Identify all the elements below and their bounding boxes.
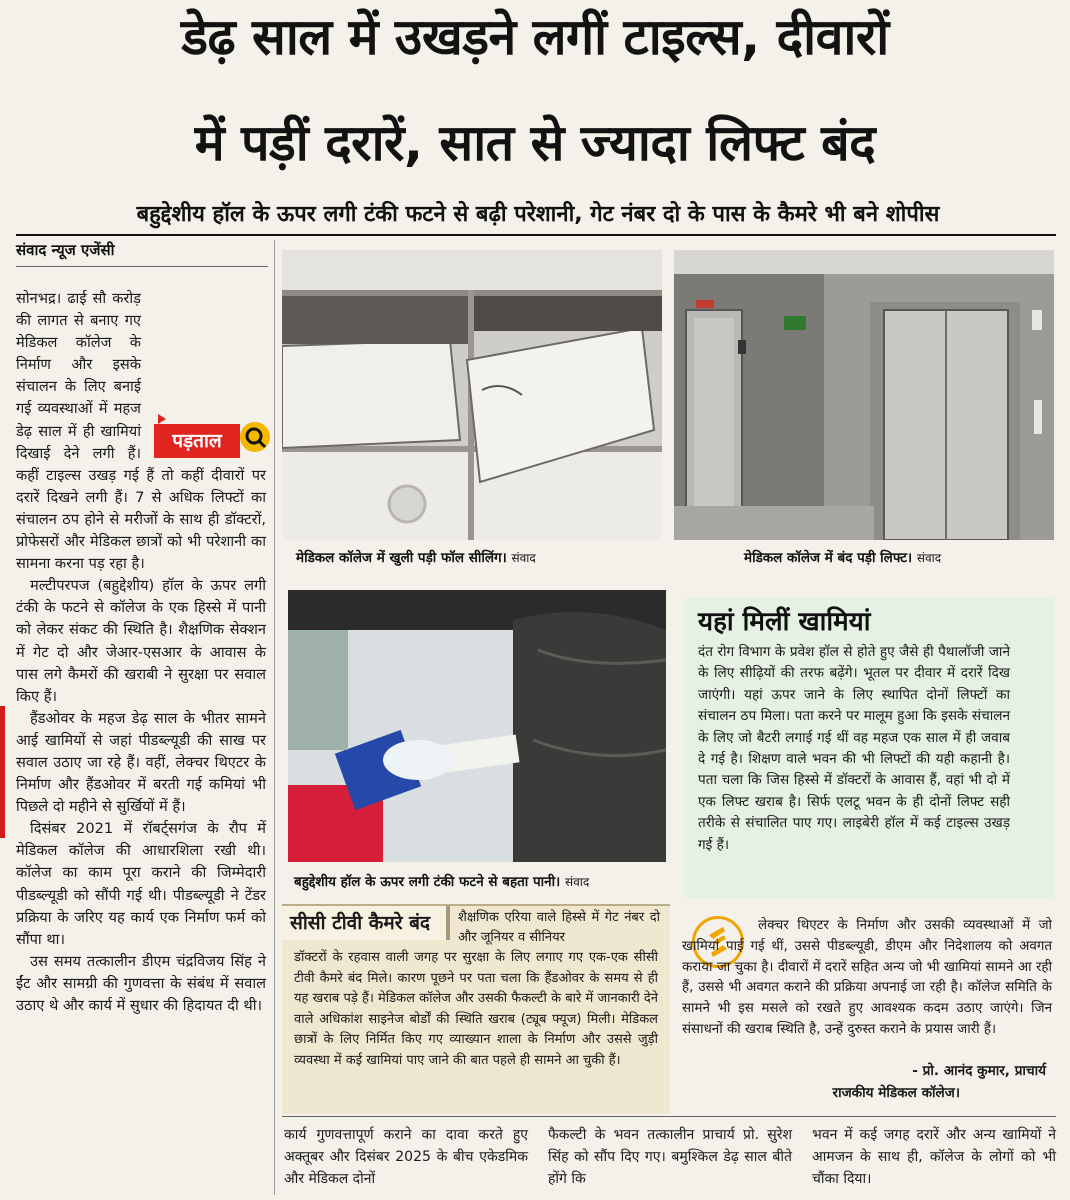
tank-caption [294,872,589,890]
article-paragraph-4: दिसंबर 2021 में रॉबर्ट्सगंज के रौप में मेडिकल कॉलेज की आधारशिला रखी थी। कॉलेज का काम पूरा कराने की जिम्मेदारी पीडब्ल्यूडी को सौंपी गई थी। पीडब्ल्यूडी ने टेंडर प्रक्रिया के जरिए यह कार्य एक निर्माण फर्म को सौंपा था। [16,820,266,948]
cctv-box [282,904,670,1114]
article-paragraph-5: उस समय तत्कालीन डीएम चंद्रविजय सिंह ने ईंट और सामग्री की गुणवत्ता के संबंध में सवाल उठाए थे और कार्य में सुधार की हिदायत दी थी। [16,952,266,1014]
main-article-column [16,288,266,1196]
tank-caption-text: बहुद्देशीय हॉल के ऊपर लगी टंकी फटने से बहता पानी। [294,874,561,890]
quote-attribution-1: - प्रो. आनंद कुमार, प्राचार्य [912,1063,1046,1079]
ceiling-photo [282,250,662,540]
defects-box-title: यहां मिलीं खामियां [698,607,871,637]
defects-box [684,598,1054,898]
article-paragraph-2: मल्टीपरपज (बहुद्देशीय) हॉल के ऊपर लगी टंकी के फटने से कॉलेज के एक हिस्से में पानी को लेकर संकट की स्थिति है। शैक्षणिक सेक्शन में गेट दो और जेआर-एसआर के आवास के पास लगे कैमरों की खराबी ने सुरक्षा पर सवाल किए हैं। [16,577,266,705]
lift-caption-source: संवाद [916,551,942,565]
bottom-column-3: भवन में कई जगह दरारें और अन्य खामियों ने आमजन के साथ ही, कॉलेज के लोगों को भी चौंका दिया। [812,1127,1056,1187]
subheadline: बहुद्देशीय हॉल के ऊपर लगी टंकी फटने से बढ़ी परेशानी, गेट नंबर दो के पास के कैमरे भी बने शोपीस [136,202,940,227]
defects-box-body: दंत रोग विभाग के प्रवेश हॉल से होते हुए जैसे ही पैथालॉजी जाने के लिए सीढ़ियों की तरफ बढ़ेंगे। भूतल पर दीवार में दरारें दिख जाएंगी। यहां ऊपर जाने के लिए स्थापित दोनों लिफ्टों का संचालन ठप मिला। पता करने पर मालूम हुआ कि इसके संचालन के लिए जो बैटरी लगाई गई थीं वह महज एक साल में ही जवाब दे गई है। शिक्षण वाले भवन की भी लिफ्टों की यही कहानी है। पता चला कि जिस हिस्से में डॉक्टरों के आवास हैं, वहां भी दो में एक लिफ्ट खराब है। सिर्फ एलटू भवन के ही दोनों लिफ्ट सही तरीके से संचालित पाए गए। लाइबेरी हॉल में कई टाइल्स उखड़ गई हैं। [698,644,1010,853]
badge-label: पड़ताल [154,424,240,458]
margin-marker [0,706,5,838]
quote-attribution-2: राजकीय मेडिकल कॉलेज। [832,1085,960,1101]
badge-float [141,398,266,464]
ceiling-caption-text: मेडिकल कॉलेज में खुली पड़ी फॉल सीलिंग। [296,550,507,566]
byline: संवाद न्यूज एजेंसी [16,241,115,259]
ceiling-caption [296,548,536,566]
lift-caption-text: मेडिकल कॉलेज में बंद पड़ी लिफ्ट। [744,550,913,566]
byline-rule [16,266,268,267]
bottom-rule [282,1116,1056,1117]
ceiling-caption-source: संवाद [511,551,536,565]
cctv-box-body: डॉक्टरों के रहवास वाली जगह पर सुरक्षा के लिए लगाए गए एक-एक सीसी टीवी कैमरे बंद मिले। कारण पूछने पर पता चला कि हैंडओवर के समय से ही यह खराब पड़े हैं। मेडिकल कॉलेज और उसकी फैकल्टी के बारे में जानकारी देने वाले अधिकांश साइनेज बोर्डों की स्थिति खराब (ट्यूब फ्यूज) मिली। मेडिकल छात्रों के लिए निर्मित किए गए व्याख्यान शाला के निर्माण और उससे जुड़ी व्यवस्था में कई खामियां पाए जाने की बात पहले ही सामने आ चुकी हैं। [294,950,658,1068]
quote-body: लेक्चर थिएटर के निर्माण और उसकी व्यवस्थाओं में जो खामियां पाई गई थीं, उससे पीडब्ल्यूडी, डीएम और निदेशालय को अवगत कराया जा चुका है। दीवारों में दरारें सहित अन्य जो भी खामियां सामने आ रही हैं, उससे भी अवगत कराने की प्रक्रिया अपनाई जा रही है। कॉलेज समिति के सामने भी इस मसले को रखते हुए आवश्यक कदम उठाए जाएंगे। जिन संसाधनों की खराब स्थिति है, उन्हें दुरुस्त कराने के प्रयास जारी हैं। [682,918,1052,1037]
tank-caption-source: संवाद [564,875,590,889]
water-tank-photo [288,590,666,862]
headline-line-2: में पड़ीं दरारें, सात से ज्यादा लिफ्ट बंद [194,114,876,172]
bottom-column-2: फैकल्टी के भवन तत्कालीन प्राचार्य प्रो. सुरेश सिंह को सौंप दिए गए। बमुश्किल डेढ़ साल बीते होंगे कि [548,1127,792,1187]
article-paragraph-3: हैंडओवर के महज डेढ़ साल के भीतर सामने आई खामियों से जहां पीडब्ल्यूडी की साख पर सवाल उठाए जा रहे हैं। वहीं, लेक्चर थिएटर के निर्माण और हैंडओवर में बरती गई कमियां भी पिछले दो महीने से सुर्खियों में हैं। [16,709,266,816]
quote-box [680,904,1056,1118]
subheadline-rule [16,234,1056,236]
headline-line-1: डेढ़ साल में उखड़ने लगीं टाइल्स, दीवारों [181,8,889,66]
bottom-column-1: कार्य गुणवत्तापूर्ण कराने का दावा करते हुए अक्तूबर और दिसंबर 2025 के बीच एकेडमिक और मेडिकल दोनों [284,1127,528,1187]
lift-photo [674,250,1054,540]
column-divider [274,240,275,1195]
cctv-box-title: सीसी टीवी कैमरे बंद [282,906,450,940]
article-paragraph-1: सोनभद्र। ढाई सौ करोड़ की लागत से बनाए गए मेडिकल कॉलेज के निर्माण और इसके संचालन के लिए बनाई गई व्यवस्थाओं में महज डेढ़ साल में ही खामियां दिखाई देने लगी हैं। कहीं टाइल्स उखड़ गई हैं तो कहीं दीवारों पर दरारें दिखने लगी हैं। 7 से अधिक लिफ्टों का संचालन ठप होने से मरीजों के साथ ही डॉक्टरों, प्रोफेसरों और मेडिकल छात्रों को भी परेशानी का सामना करना पड़ रहा है। [16,290,266,573]
cctv-box-body-top: शैक्षणिक एरिया वाले हिस्से में गेट नंबर दो और जूनियर व सीनियर [458,910,660,945]
lift-caption [744,548,941,566]
